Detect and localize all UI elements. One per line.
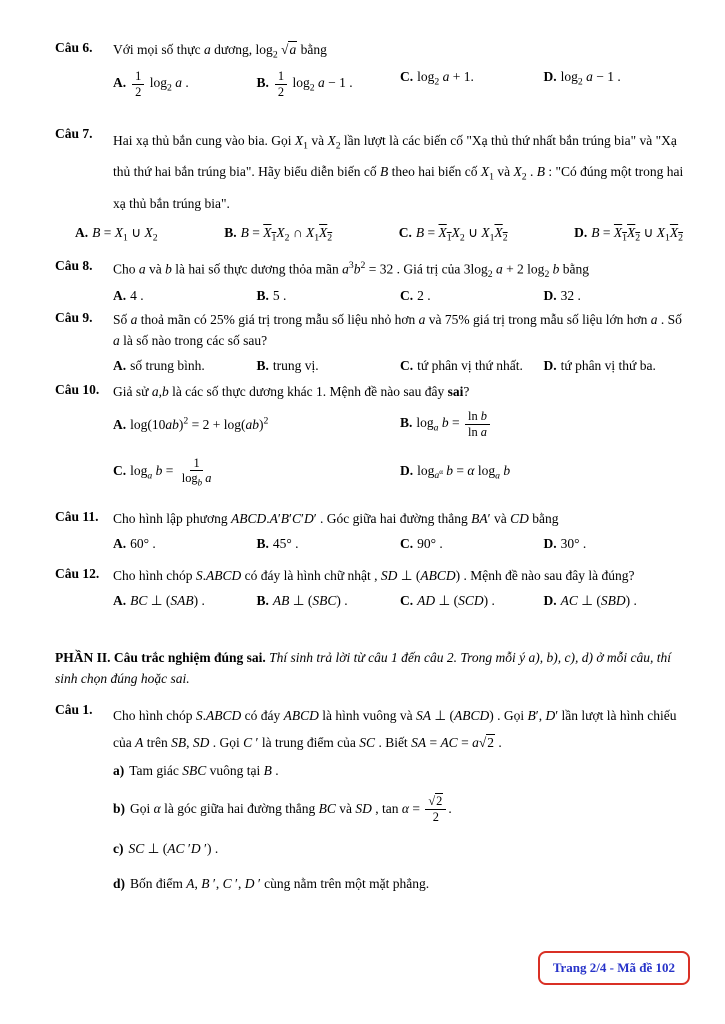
answer-letter: A. [113, 592, 127, 608]
q9-answer-option-c [400, 358, 544, 374]
question-11-number: Câu 11. [55, 508, 99, 524]
answer-letter: B. [256, 357, 269, 373]
answer-letter: A. [113, 416, 127, 432]
question-6 [55, 40, 687, 100]
q7-answer-option-a [75, 225, 158, 244]
statement-b [113, 794, 687, 825]
question-11 [55, 509, 687, 552]
answer-text: 4 . [130, 287, 144, 303]
answer-letter: C. [398, 225, 412, 241]
statement-text: Bốn điểm A, B ′, C ′, D ′ cùng nằm trên một mặt phẳng. [130, 875, 430, 891]
part2-heading [55, 647, 687, 690]
statement-text: Tam giác SBC vuông tại B . [129, 762, 279, 778]
answer-letter: B. [400, 415, 413, 431]
answer-letter: D. [543, 535, 557, 551]
q12-answer-option-c [400, 593, 544, 609]
answer-letter: B. [256, 75, 269, 91]
q12-answer-option-a [113, 593, 257, 609]
page-number-text: Trang 2/4 - Mã đề 102 [552, 960, 675, 975]
q11-answer-option-c [400, 536, 544, 552]
question-9-text: Số a thoả mãn có 25% giá trị trong mẫu số liệu nhỏ hơn a và 75% giá trị trong mẫu số liệu lớn hơn a . Số a là số nào trong các số sau? [113, 311, 682, 348]
answer-text: $\log_{a^\alpha} b = \alpha$ $\log_a b$ [417, 462, 511, 482]
statement-c [113, 838, 687, 860]
answer-text: $B = X_1X_2$ ∩ $X_1X_2$ [240, 225, 333, 244]
answer-text: 32 . [560, 287, 581, 303]
statement-text: Gọi α là góc giữa hai đường thẳng BC và SD , tan α = $\frac{√2}{2}$ . [130, 794, 452, 825]
answer-letter: A. [113, 357, 127, 373]
answer-text: $\frac{1}{2}$ $\log_2 a - 1$ . [273, 75, 353, 90]
statement-letter: a) [113, 762, 125, 778]
answer-text: tứ phân vị thứ ba. [560, 357, 656, 373]
answer-letter: B. [256, 592, 269, 608]
answer-text: 45° . [272, 535, 299, 551]
q7-answer-option-b [224, 225, 332, 244]
answer-letter: D. [574, 225, 588, 241]
answer-text: trung vị. [272, 357, 319, 373]
answer-letter: C. [400, 287, 414, 303]
answer-letter: A. [113, 75, 127, 91]
question-6-answers [55, 69, 687, 100]
part2-question-1-items [55, 760, 687, 895]
answer-letter: A. [113, 287, 127, 303]
question-11-text: Cho hình lập phương ABCD.A′B′C′D′ . Góc giữa hai đường thẳng BA′ và CD bằng [113, 510, 559, 526]
statement-letter: c) [113, 841, 124, 857]
question-10 [55, 382, 687, 489]
q12-answer-option-d [544, 593, 688, 609]
question-7-answers [55, 225, 687, 244]
answer-text: $B = X_1X_2$ ∪ $X_1X_2$ [591, 225, 683, 244]
answer-letter: B. [256, 535, 269, 551]
q9-answer-option-a [113, 358, 257, 374]
question-7 [55, 126, 687, 244]
question-8-text: Cho a và b là hai số thực dương thỏa mãn $a^3b^2 = 32$ . Giá trị của $3\log_2$ a + 2 $\log_2 b$ bằng [113, 259, 590, 280]
answer-text: AC ⊥ (SBD) . [560, 592, 637, 608]
answer-text: $\log_a b$ = $\frac{\text{ln b}}{\text{ln a}}$ [416, 415, 492, 430]
question-6-number: Câu 6. [55, 40, 93, 55]
q6-answer-option-c [400, 69, 544, 88]
question-8-answers [55, 288, 687, 304]
question-7-number: Câu 7. [55, 125, 93, 141]
part2-instructions: Thí sinh trả lời từ câu 1 đến câu 2. Trong mỗi ý a), b), c), d) ở mỗi câu, thí sinh chọn đúng hoặc sai. [55, 649, 672, 687]
answer-text: BC ⊥ (SAB) . [130, 592, 205, 608]
answer-text: AD ⊥ (SCD) . [417, 592, 495, 608]
answer-text: $\log_2 a - 1$ . [560, 68, 621, 88]
answer-letter: D. [543, 357, 557, 373]
answer-text: $\log(10ab)^2 = 2 + \log(ab)^2$ [130, 415, 269, 432]
answer-letter: A. [75, 225, 89, 241]
q8-answer-option-c [400, 288, 544, 304]
answer-letter: C. [400, 68, 414, 84]
statement-text: SC ⊥ (AC ′D ′) . [128, 841, 219, 857]
answer-letter: A. [113, 535, 127, 551]
answer-text: 30° . [560, 535, 587, 551]
question-9-number: Câu 9. [55, 309, 93, 325]
answer-text: tứ phân vị thứ nhất. [417, 357, 523, 373]
q11-answer-option-b [257, 536, 401, 552]
statement-d [113, 873, 687, 895]
q7-answer-option-c [399, 225, 508, 244]
answer-letter: D. [543, 287, 557, 303]
question-10-text: Giả sử a,b là các số thực dương khác 1. Mệnh đề nào sau đây sai? [113, 383, 470, 399]
answer-letter: C. [400, 592, 414, 608]
statement-letter: b) [113, 800, 126, 816]
answer-letter: D. [400, 462, 414, 478]
question-12 [55, 566, 687, 609]
answer-text: AB ⊥ (SBC) . [272, 592, 348, 608]
q10-answer-option-c [113, 456, 400, 489]
part2-question-1 [55, 702, 687, 895]
answer-text: $\frac{1}{2}$ $\log_2 a$ . [130, 75, 189, 90]
answer-text: 5 . [272, 287, 287, 303]
statement-a [113, 760, 687, 782]
question-7-text: Hai xạ thủ bắn cung vào bia. Gọi $X_1$ và $X_2$ lần lượt là các biến cố "Xạ thủ thứ nhất bắn trúng bia" và "Xạ thủ thứ hai bắn trúng bia". Hãy biểu diễn biến cố B theo hai biến cố $X_1$ và $X_2$ . B : "Có đúng một trong hai xạ thủ bắn trúng bia". [113, 132, 684, 211]
question-12-answers [55, 593, 687, 609]
answer-letter: D. [543, 592, 557, 608]
answer-text: 2 . [417, 287, 431, 303]
question-8 [55, 258, 687, 304]
q9-answer-option-d [544, 358, 688, 374]
answer-letter: D. [543, 68, 557, 84]
question-6-text: Với mọi số thực a dương, $\log_2 √a$ bằng [113, 42, 327, 61]
q6-answer-option-a [113, 69, 257, 100]
question-11-answers [55, 536, 687, 552]
question-9 [55, 310, 687, 374]
q11-answer-option-d [544, 536, 688, 552]
answer-text: $B = X_1X_2$ ∪ $X_1X_2$ [415, 225, 508, 244]
statement-letter: d) [113, 875, 126, 891]
answer-letter: C. [113, 463, 127, 479]
answer-text: $\log_2 a + 1$. [417, 68, 474, 88]
part2-question-1-text: Cho hình chóp S.ABCD có đáy ABCD là hình vuông và SA ⊥ (ABCD) . Gọi B′, D′ lần lượt là hình chiếu của A trên SB, SD . Gọi C ′ là trung điểm của SC . Biết SA = AC = a√2 . [113, 707, 677, 750]
question-8-number: Câu 8. [55, 257, 93, 273]
answer-text: 90° . [417, 535, 443, 551]
q6-answer-option-b [257, 69, 401, 100]
q6-answer-option-d [544, 69, 688, 88]
question-10-answers [55, 409, 687, 489]
answer-text: $B = X_1$ ∪ $X_2$ [92, 225, 158, 244]
answer-text: 60° . [130, 535, 156, 551]
part2-title: PHẦN II. Câu trắc nghiệm đúng sai. [55, 649, 266, 665]
q8-answer-option-b [257, 288, 401, 304]
question-9-answers [55, 358, 687, 374]
q9-answer-option-b [257, 358, 401, 374]
part2-question-1-number: Câu 1. [55, 701, 93, 717]
page-number-box [538, 951, 690, 985]
q8-answer-option-a [113, 288, 257, 304]
answer-letter: B. [256, 287, 269, 303]
question-10-number: Câu 10. [55, 381, 100, 397]
answer-letter: C. [400, 535, 414, 551]
q11-answer-option-a [113, 536, 257, 552]
q10-answer-option-a [113, 415, 400, 433]
question-12-number: Câu 12. [55, 565, 100, 581]
q10-answer-option-d [400, 463, 687, 482]
q7-answer-option-d [574, 225, 683, 244]
q8-answer-option-d [544, 288, 688, 304]
answer-text: $\log_a b$ = $\frac{1}{\log_b a}$ [130, 455, 212, 488]
question-12-text: Cho hình chóp S.ABCD có đáy là hình chữ nhật , SD ⊥ (ABCD) . Mệnh đề nào sau đây là đúng? [113, 567, 635, 583]
q12-answer-option-b [257, 593, 401, 609]
answer-letter: B. [224, 225, 237, 241]
answer-text: số trung bình. [130, 357, 205, 373]
answer-letter: C. [400, 357, 414, 373]
q10-answer-option-b [400, 409, 687, 440]
